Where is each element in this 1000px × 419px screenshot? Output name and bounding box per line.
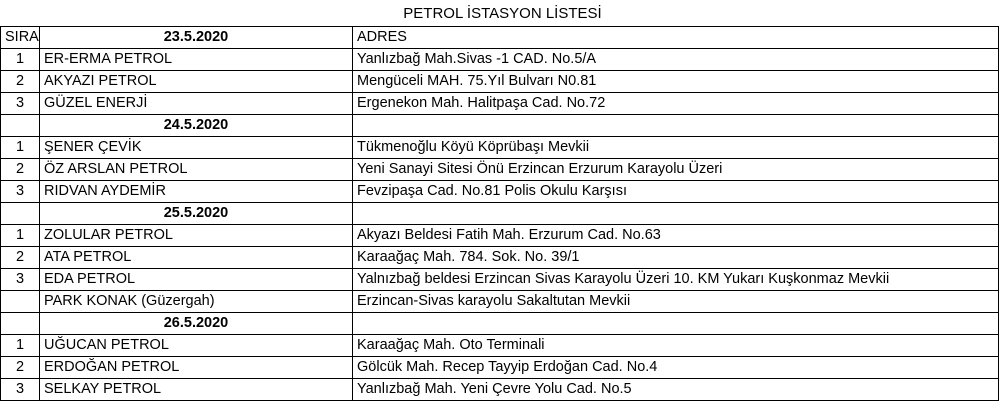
table-row <box>1 93 999 115</box>
table-row <box>1 181 999 203</box>
date-cell[interactable]: 26.5.2020 <box>40 313 353 335</box>
station-name-cell[interactable]: SELKAY PETROL <box>40 379 353 401</box>
header-adres-cell[interactable]: ADRES <box>353 27 999 49</box>
sira-cell[interactable]: 3 <box>1 181 40 203</box>
sira-cell[interactable]: 2 <box>1 247 40 269</box>
sira-cell[interactable]: 1 <box>1 137 40 159</box>
station-name-cell[interactable]: ATA PETROL <box>40 247 353 269</box>
table-row <box>1 49 999 71</box>
header-sira-cell[interactable]: SIRA <box>1 27 40 49</box>
sira-cell[interactable]: 2 <box>1 159 40 181</box>
sira-cell[interactable]: 2 <box>1 71 40 93</box>
date-group-row <box>1 313 999 335</box>
table-row <box>1 71 999 93</box>
station-name-cell[interactable]: EDA PETROL <box>40 269 353 291</box>
empty-cell[interactable] <box>353 115 999 137</box>
station-name-cell[interactable]: ERDOĞAN PETROL <box>40 357 353 379</box>
table-row <box>1 291 999 313</box>
address-cell[interactable]: Fevzipaşa Cad. No.81 Polis Okulu Karşısı <box>353 181 999 203</box>
sira-cell[interactable]: 3 <box>1 93 40 115</box>
table-row <box>1 137 999 159</box>
sira-cell[interactable]: 1 <box>1 49 40 71</box>
station-name-cell[interactable]: AKYAZI PETROL <box>40 71 353 93</box>
empty-cell[interactable] <box>1 115 40 137</box>
station-name-cell[interactable]: RIDVAN AYDEMİR <box>40 181 353 203</box>
date-group-row <box>1 203 999 225</box>
empty-cell[interactable] <box>353 203 999 225</box>
empty-cell[interactable] <box>1 313 40 335</box>
address-cell[interactable]: Yalnızbağ beldesi Erzincan Sivas Karayolu Üzeri 10. KM Yukarı Kuşkonmaz Mevkii <box>353 269 999 291</box>
sira-cell[interactable]: 1 <box>1 225 40 247</box>
address-cell[interactable]: Mengüceli MAH. 75.Yıl Bulvarı N0.81 <box>353 71 999 93</box>
empty-cell[interactable] <box>1 203 40 225</box>
sira-cell[interactable]: 3 <box>1 269 40 291</box>
address-cell[interactable]: Erzincan-Sivas karayolu Sakaltutan Mevkii <box>353 291 999 313</box>
table-row <box>1 247 999 269</box>
table-row <box>1 335 999 357</box>
header-row <box>1 27 999 49</box>
table-row <box>1 379 999 401</box>
address-cell[interactable]: Tükmenoğlu Köyü Köprübaşı Mevkii <box>353 137 999 159</box>
sheet-title[interactable]: PETROL İSTASYON LİSTESİ <box>403 4 602 22</box>
date-group-row <box>1 115 999 137</box>
header-date-cell[interactable]: 23.5.2020 <box>40 27 353 49</box>
date-cell[interactable]: 24.5.2020 <box>40 115 353 137</box>
date-cell[interactable]: 25.5.2020 <box>40 203 353 225</box>
address-cell[interactable]: Akyazı Beldesi Fatih Mah. Erzurum Cad. No.63 <box>353 225 999 247</box>
address-cell[interactable]: Yanlızbağ Mah.Sivas -1 CAD. No.5/A <box>353 49 999 71</box>
station-name-cell[interactable]: UĞUCAN PETROL <box>40 335 353 357</box>
empty-cell[interactable] <box>353 313 999 335</box>
station-name-cell[interactable]: ER-ERMA PETROL <box>40 49 353 71</box>
sira-cell[interactable]: 3 <box>1 379 40 401</box>
station-table <box>0 26 999 401</box>
address-cell[interactable]: Gölcük Mah. Recep Tayyip Erdoğan Cad. No.4 <box>353 357 999 379</box>
address-cell[interactable]: Ergenekon Mah. Halitpaşa Cad. No.72 <box>353 93 999 115</box>
table-row <box>1 357 999 379</box>
sira-cell[interactable]: 1 <box>1 335 40 357</box>
address-cell[interactable]: Yanlızbağ Mah. Yeni Çevre Yolu Cad. No.5 <box>353 379 999 401</box>
table-row <box>1 159 999 181</box>
station-name-cell[interactable]: ZOLULAR PETROL <box>40 225 353 247</box>
address-cell[interactable]: Karaağaç Mah. 784. Sok. No. 39/1 <box>353 247 999 269</box>
station-name-cell[interactable]: ŞENER ÇEVİK <box>40 137 353 159</box>
table-row <box>1 225 999 247</box>
address-cell[interactable]: Yeni Sanayi Sitesi Önü Erzincan Erzurum Karayolu Üzeri <box>353 159 999 181</box>
table-row <box>1 269 999 291</box>
station-name-cell[interactable]: GÜZEL ENERJİ <box>40 93 353 115</box>
sira-cell[interactable]: 2 <box>1 357 40 379</box>
station-name-cell[interactable]: PARK KONAK (Güzergah) <box>40 291 353 313</box>
sira-cell[interactable] <box>1 291 40 313</box>
address-cell[interactable]: Karaağaç Mah. Oto Terminali <box>353 335 999 357</box>
station-name-cell[interactable]: ÖZ ARSLAN PETROL <box>40 159 353 181</box>
